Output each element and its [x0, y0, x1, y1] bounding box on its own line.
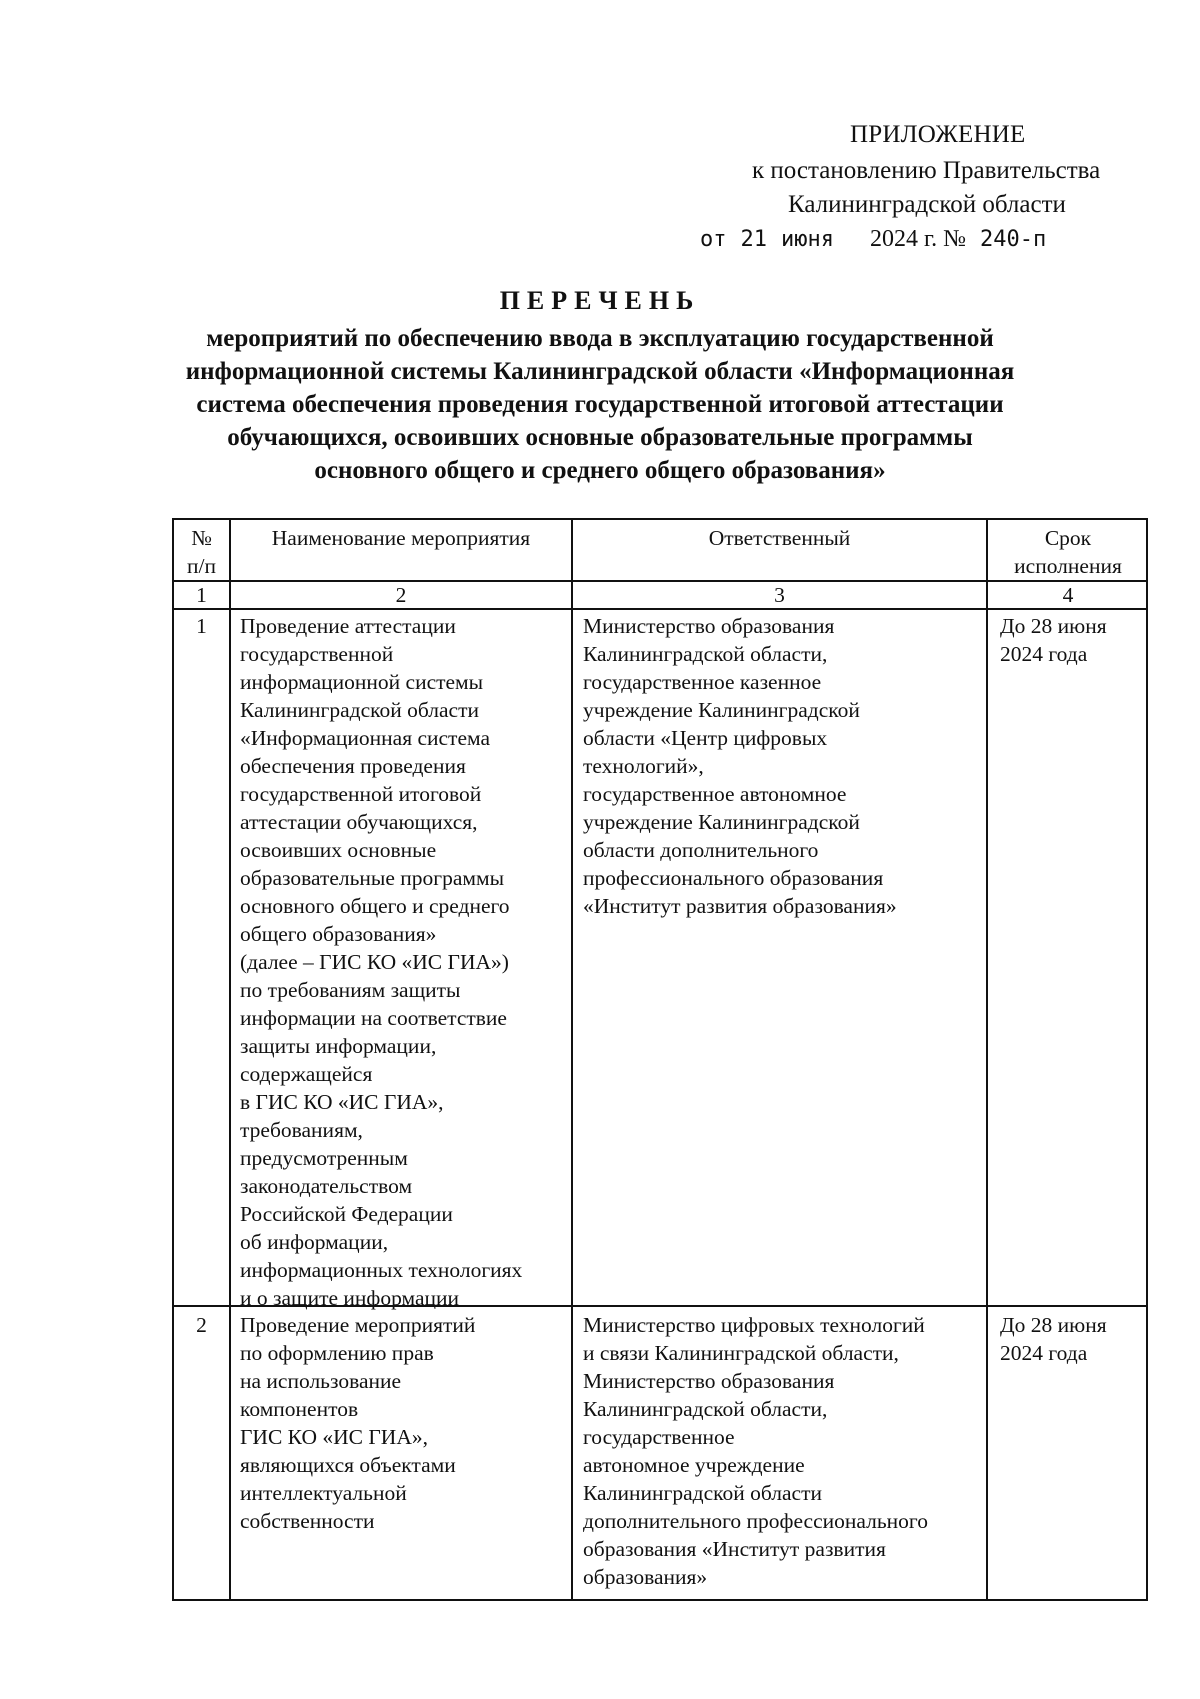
measures-table [172, 518, 1148, 1601]
column-number: 3 [774, 583, 785, 607]
name-line: освоивших основные [240, 838, 437, 862]
row-1-name [240, 612, 568, 1312]
deadline-line: До 28 июня [1000, 1313, 1107, 1337]
row-1-number: 1 [196, 614, 207, 638]
row-2-number: 2 [196, 1313, 207, 1337]
header-number-line: п/п [187, 554, 216, 578]
name-line: компонентов [240, 1397, 359, 1421]
name-line: интеллектуальной [240, 1481, 407, 1505]
row-1-deadline [1000, 612, 1146, 668]
table-column-divider [986, 520, 988, 1599]
row-2-responsible [583, 1311, 983, 1591]
name-line: «Информационная система [240, 726, 491, 750]
deadline-line: 2024 года [1000, 642, 1088, 666]
name-line: информационной системы [240, 670, 484, 694]
name-line: являющихся объектами [240, 1453, 456, 1477]
document-title: ПЕРЕЧЕНЬ [499, 286, 701, 315]
name-line: на использование [240, 1369, 402, 1393]
approval-line-resolution: к постановлению Правительства [752, 157, 1101, 184]
header-deadline-line: Срок [1044, 526, 1092, 550]
name-line: по требованиям защиты [240, 978, 461, 1002]
name-line: Проведение аттестации [240, 614, 456, 638]
responsible-line: государственное автономное [583, 782, 847, 806]
column-number: 4 [1062, 583, 1074, 607]
responsible-line: области «Центр цифровых [583, 726, 828, 750]
responsible-line: Калининградской области, [583, 1397, 828, 1421]
document-subtitle [150, 322, 1050, 487]
responsible-line: области дополнительного [583, 838, 819, 862]
responsible-line: учреждение Калининградской [583, 698, 860, 722]
deadline-line: До 28 июня [1000, 614, 1107, 638]
row-2-name [240, 1311, 568, 1535]
name-line: информационных технологиях [240, 1258, 523, 1282]
responsible-line: образования «Институт развития [583, 1537, 886, 1561]
responsible-line: «Институт развития образования» [583, 894, 897, 918]
responsible-line: образования» [583, 1565, 708, 1589]
name-line: аттестации обучающихся, [240, 810, 478, 834]
approval-title: ПРИЛОЖЕНИЕ [850, 121, 1026, 148]
responsible-line: автономное учреждение [583, 1453, 805, 1477]
subtitle-line: система обеспечения проведения государственной итоговой аттестации [196, 391, 1004, 418]
responsible-line: государственное [583, 1425, 735, 1449]
name-line: законодательством [240, 1174, 413, 1198]
header-responsible: Ответственный [708, 526, 851, 550]
date-day: 21 [740, 227, 767, 252]
name-line: государственной итоговой [240, 782, 482, 806]
name-line: образовательные программы [240, 866, 505, 890]
responsible-line: государственное казенное [583, 670, 822, 694]
name-line: собственности [240, 1509, 375, 1533]
row-2-deadline [1000, 1311, 1146, 1367]
name-line: государственной [240, 642, 394, 666]
responsible-line: учреждение Калининградской [583, 810, 860, 834]
responsible-line: и связи Калининградской области, [583, 1341, 899, 1365]
responsible-line: Министерство образования [583, 1369, 835, 1393]
date-year-label: 2024 г. № [869, 226, 967, 252]
name-line: по оформлению прав [240, 1341, 434, 1365]
responsible-line: дополнительного профессионального [583, 1509, 928, 1533]
header-deadline [988, 524, 1148, 580]
name-line: Проведение мероприятий [240, 1313, 476, 1337]
header-deadline-line: исполнения [1014, 554, 1122, 578]
name-line: требованиям, [240, 1118, 363, 1142]
responsible-line: технологий», [583, 754, 704, 778]
header-name: Наименование мероприятия [271, 526, 531, 550]
date-prefix: от [700, 227, 727, 252]
subtitle-line: информационной системы Калининградской области «Информационная [185, 358, 1015, 385]
table-column-divider [571, 520, 573, 1599]
approval-date-line [700, 222, 1046, 257]
name-line: основного общего и среднего [240, 894, 510, 918]
subtitle-line: мероприятий по обеспечению ввода в эксплуатацию государственной [206, 325, 994, 352]
name-line: Калининградской области [240, 698, 479, 722]
table-row-divider [174, 608, 1146, 610]
row-1-responsible [583, 612, 983, 920]
name-line: Российской Федерации [240, 1202, 453, 1226]
name-line: в ГИС КО «ИС ГИА», [240, 1090, 444, 1114]
table-column-divider [229, 520, 231, 1599]
responsible-line: Калининградской области, [583, 642, 828, 666]
name-line: защиты информации, [240, 1034, 437, 1058]
name-line: общего образования» [240, 922, 437, 946]
name-line: информации на соответствие [240, 1006, 507, 1030]
name-line: об информации, [240, 1230, 389, 1254]
date-month: июня [781, 227, 834, 252]
responsible-line: Министерство цифровых технологий [583, 1313, 925, 1337]
header-number [174, 524, 229, 580]
responsible-line: Калининградской области [583, 1481, 822, 1505]
name-line: содержащейся [240, 1062, 373, 1086]
subtitle-line: обучающихся, освоивших основные образовательные программы [227, 424, 973, 451]
name-line: (далее – ГИС КО «ИС ГИА») [240, 950, 509, 974]
approval-line-region: Калининградской области [788, 191, 1066, 218]
header-number-line: № [191, 526, 212, 550]
responsible-line: профессионального образования [583, 866, 884, 890]
column-number: 1 [196, 583, 207, 607]
subtitle-line: основного общего и среднего общего образования» [314, 457, 886, 484]
responsible-line: Министерство образования [583, 614, 835, 638]
date-number: 240-п [980, 227, 1047, 252]
name-line: и о защите информации [240, 1286, 460, 1310]
deadline-line: 2024 года [1000, 1341, 1088, 1365]
column-number: 2 [395, 583, 407, 607]
name-line: предусмотренным [240, 1146, 408, 1170]
name-line: обеспечения проведения [240, 754, 466, 778]
name-line: ГИС КО «ИС ГИА», [240, 1425, 428, 1449]
